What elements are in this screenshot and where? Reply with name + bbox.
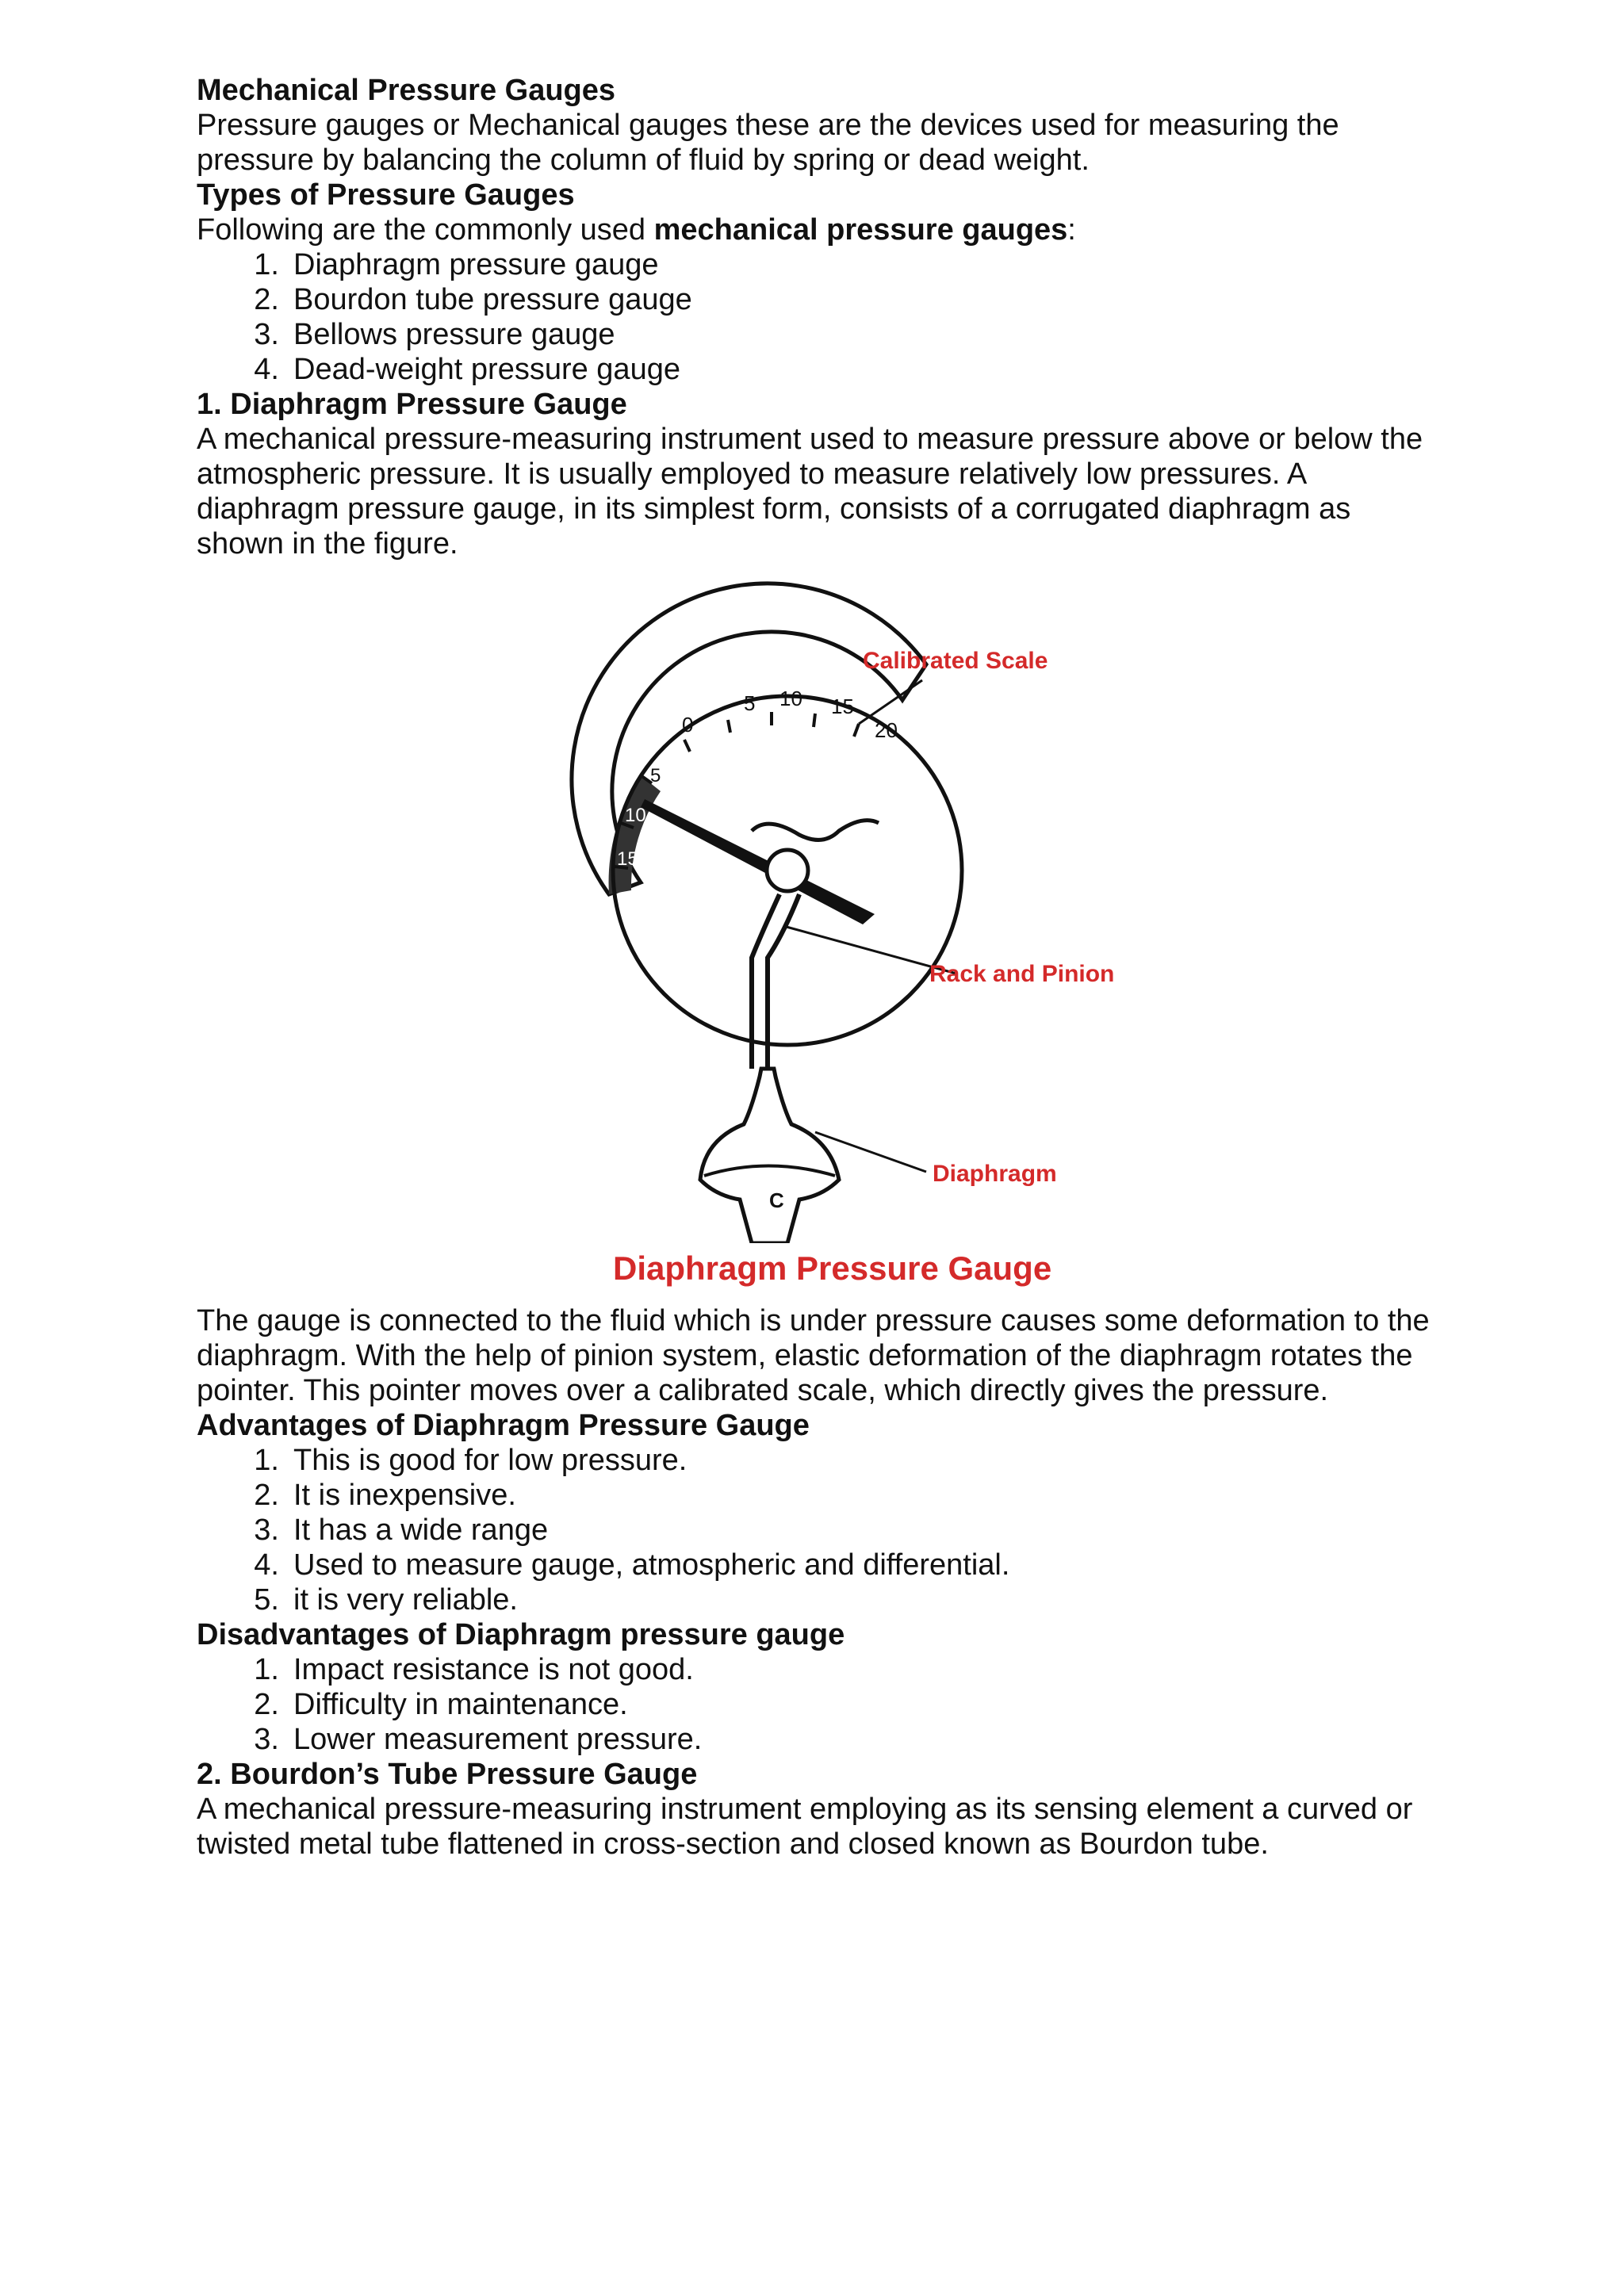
- types-lead-bold: mechanical pressure gauges: [653, 213, 1068, 247]
- list-number: 4.: [254, 1548, 279, 1582]
- bourdon-paragraph: A mechanical pressure-measuring instrument employing as its sensing element a curved or twisted metal tube flattened in cross-section and closed known as Bourdon tube.: [197, 1793, 1413, 1861]
- list-number: 2.: [254, 1688, 279, 1721]
- types-lead-colon: :: [1067, 213, 1076, 247]
- label-calibrated-scale: Calibrated Scale: [863, 648, 1048, 674]
- list-number: 1.: [254, 248, 279, 281]
- list-item: [197, 1582, 1434, 1617]
- advantages-list: [197, 1443, 1434, 1617]
- list-number: 1.: [254, 1444, 279, 1477]
- advantages-heading: Advantages of Diaphragm Pressure Gauge: [197, 1409, 810, 1442]
- scale-top-10: 10: [779, 687, 802, 710]
- intro-paragraph: Pressure gauges or Mechanical gauges these are the devices used for measuring the pressure by balancing the column of fluid by spring or dead weight.: [197, 109, 1339, 177]
- list-item: [197, 247, 1434, 282]
- diaphragm-c-label: C: [769, 1188, 784, 1212]
- list-number: 2.: [254, 283, 279, 316]
- diaphragm-figure: [197, 561, 1434, 1243]
- scale-top-0: 0: [682, 713, 694, 737]
- scale-top-5: 5: [744, 691, 756, 715]
- dial-cutout: [752, 821, 879, 840]
- list-text: Difficulty in maintenance.: [293, 1688, 628, 1721]
- list-text: This is good for low pressure.: [293, 1444, 688, 1477]
- list-number: 3.: [254, 1723, 279, 1756]
- page-title: Mechanical Pressure Gauges: [197, 74, 616, 107]
- diaphragm-body: [700, 1069, 839, 1243]
- scale-left-5: 5: [650, 765, 661, 786]
- list-item: [197, 282, 1434, 317]
- list-text: Lower measurement pressure.: [293, 1723, 703, 1756]
- list-item: [197, 352, 1434, 387]
- list-number: 1.: [254, 1653, 279, 1686]
- disadvantages-list: [197, 1652, 1434, 1757]
- list-text: it is very reliable.: [293, 1583, 518, 1617]
- diaphragm-heading: 1. Diaphragm Pressure Gauge: [197, 388, 627, 421]
- scale-left-15: 15: [617, 848, 638, 870]
- bourdon-heading: 2. Bourdon’s Tube Pressure Gauge: [197, 1758, 698, 1791]
- list-number: 5.: [254, 1583, 279, 1617]
- types-heading: Types of Pressure Gauges: [197, 178, 575, 212]
- list-number: 4.: [254, 353, 279, 386]
- list-item: [197, 1652, 1434, 1687]
- label-diaphragm: Diaphragm: [933, 1161, 1057, 1187]
- scale-top-20: 20: [875, 718, 898, 742]
- label-rack-pinion: Rack and Pinion: [929, 961, 1115, 987]
- list-number: 3.: [254, 1513, 279, 1547]
- list-item: [197, 1513, 1434, 1548]
- list-item: [197, 1443, 1434, 1478]
- list-item: [197, 1548, 1434, 1582]
- figure-caption: Diaphragm Pressure Gauge: [613, 1249, 1052, 1287]
- diaphragm-gauge-drawing: [197, 561, 1434, 1243]
- list-item: [197, 1722, 1434, 1757]
- scale-left-10: 10: [625, 805, 646, 826]
- list-number: 2.: [254, 1479, 279, 1512]
- types-lead-text: Following are the commonly used: [197, 213, 654, 247]
- list-item: [197, 1478, 1434, 1513]
- list-text: Used to measure gauge, atmospheric and differential.: [293, 1548, 1010, 1582]
- pinion-gear: [767, 850, 808, 891]
- list-number: 3.: [254, 318, 279, 351]
- list-text: It has a wide range: [293, 1513, 549, 1547]
- scale-top-15: 15: [831, 695, 854, 718]
- list-text: It is inexpensive.: [293, 1479, 516, 1512]
- document-page: [197, 73, 1434, 1862]
- types-list: [197, 247, 1434, 387]
- figure-caption-row: [197, 1243, 1434, 1303]
- list-text: Impact resistance is not good.: [293, 1653, 694, 1686]
- pointer-needle: [641, 799, 875, 924]
- list-item: [197, 1687, 1434, 1722]
- list-item: [197, 317, 1434, 352]
- list-text: Bourdon tube pressure gauge: [293, 283, 692, 316]
- scale-left-20: 20: [619, 890, 641, 912]
- list-text: Diaphragm pressure gauge: [293, 248, 659, 281]
- list-text: Bellows pressure gauge: [293, 318, 615, 351]
- list-text: Dead-weight pressure gauge: [293, 353, 680, 386]
- types-lead: [197, 212, 1434, 247]
- disadvantages-heading: Disadvantages of Diaphragm pressure gauge: [197, 1618, 845, 1651]
- diaphragm-explanation: The gauge is connected to the fluid which is under pressure causes some deformation to the diaphragm. With the help of pinion system, elastic deformation of the diaphragm rotates the pointer. This pointer moves over a calibrated scale, which directly gives the pressure.: [197, 1304, 1430, 1407]
- diaphragm-paragraph: A mechanical pressure-measuring instrument used to measure pressure above or below the atmospheric pressure. It is usually employed to measure relatively low pressures. A diaphragm pressure gauge, in its simplest form, consists of a corrugated diaphragm as shown in the figure.: [197, 423, 1423, 561]
